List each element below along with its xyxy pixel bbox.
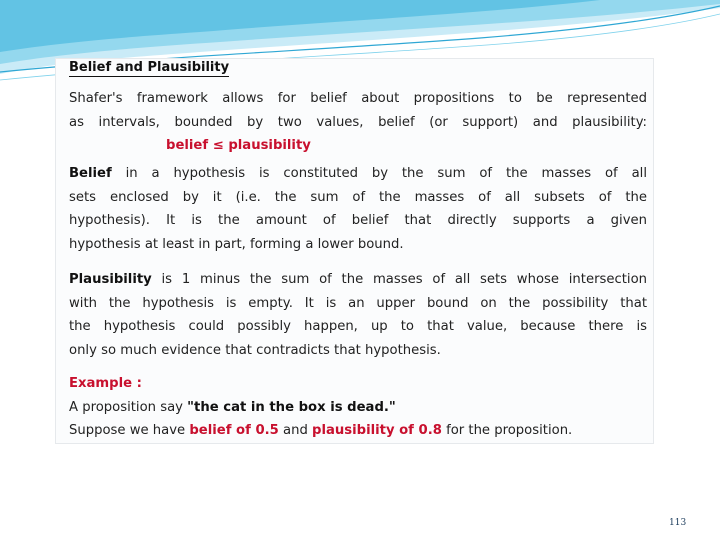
plausibility-paragraph [69,268,647,362]
belief-paragraph [69,162,647,256]
slide-title: Belief and Plausibility [69,60,230,75]
plausibility-term: Plausibility [69,272,152,287]
example-line-2 [69,419,647,443]
belief-line-3: hypothesis). It is the amount of belief that directly supports a given [69,213,647,229]
example-line-2-text-a: Suppose we have [69,423,190,439]
plausibility-line-3: the hypothesis could possibly happen, up to that value, because there is [69,319,647,335]
intro-line-1: Shafer's framework allows for belief about propositions to be represented [69,91,647,106]
intro-paragraph [69,87,647,158]
plausibility-line-4: only so much evidence that contradicts that hypothesis. [69,342,441,358]
example-section [69,372,647,443]
example-label: Example : [69,376,142,391]
belief-plausibility-formula: belief ≤ plausibility [166,138,311,154]
example-line-1 [69,396,647,420]
plausibility-line-2: with the hypothesis is empty. It is an upper bound on the possibility that [69,295,647,311]
plausibility-value: plausibility of 0.8 [312,423,442,439]
belief-line-4: hypothesis at least in part, forming a lower bound. [69,236,404,252]
example-proposition: "the cat in the box is dead." [187,399,396,415]
intro-line-2: as intervals, bounded by two values, belief (or support) and plausibility: [69,114,647,130]
belief-line-1 [69,162,647,186]
plausibility-line-1-text: is 1 minus the sum of the masses of all sets whose intersection [151,272,647,287]
belief-line-2: sets enclosed by it (i.e. the sum of the masses of all subsets of the [69,189,647,205]
example-line-2-text-b: and [278,423,313,439]
page-number: 113 [669,518,687,528]
belief-value: belief of 0.5 [189,423,279,439]
plausibility-line-1 [69,268,647,292]
belief-line-1-text: in a hypothesis is constituted by the sum of the masses of all [111,166,647,181]
belief-term: Belief [69,166,112,181]
example-line-2-text-c: for the proposition. [441,423,573,439]
example-line-1-text: A proposition say [69,399,188,415]
